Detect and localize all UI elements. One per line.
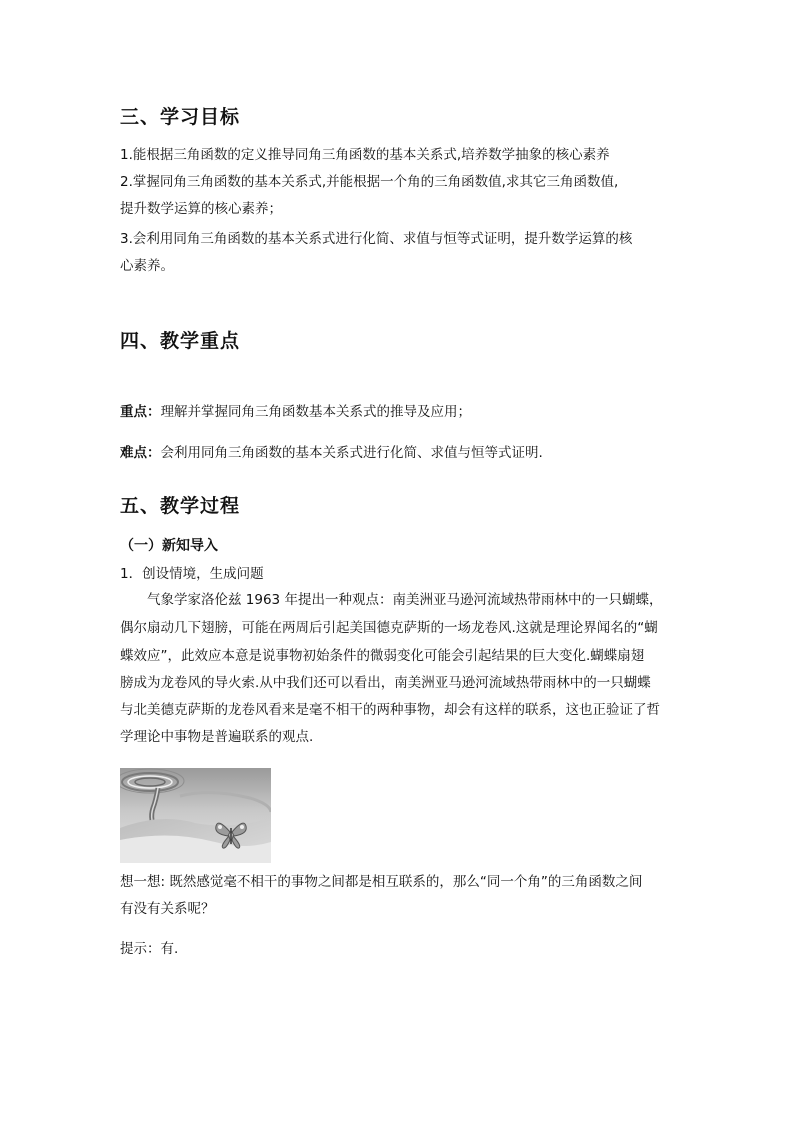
key-point-text: 理解并掌握同角三角函数基本关系式的推导及应用； — [160, 404, 471, 420]
paragraph-line-3: 蝶效应”，此效应本意是说事物初始条件的微弱变化可能会引起结果的巨大变化.蝴蝶扇翅 — [120, 648, 645, 664]
difficult-point — [120, 443, 680, 463]
objective-line-5: 心素养。 — [120, 258, 174, 274]
section-5-title: 五、教学过程 — [120, 495, 241, 517]
butterfly-tornado-illustration — [120, 768, 271, 863]
section-4-title: 四、教学重点 — [120, 330, 241, 352]
paragraph-line-5: 与北美德克萨斯的龙卷风看来是毫不相干的两种事物，却会有这样的联系，这也正验证了哲 — [120, 702, 660, 718]
think-line-1: 想一想: 既然感觉毫不相干的事物之间都是相互联系的，那么“同一个角”的三角函数之间 — [120, 874, 643, 890]
objective-line-3: 提升数学运算的核心素养； — [120, 201, 282, 217]
think-line-2: 有没有关系呢？ — [120, 901, 215, 917]
subsection-title: （一）新知导入 — [120, 538, 218, 554]
objective-line-1: 1.能根据三角函数的定义推导同角三角函数的基本关系式,培养数学抽象的核心素养 — [120, 147, 610, 163]
paragraph-line-6: 学理论中事物是普遍联系的观点. — [120, 729, 314, 745]
paragraph-line-4: 膀成为龙卷风的导火索.从中我们还可以看出，南美洲亚马逊河流域热带雨林中的一只蝴蝶 — [120, 675, 651, 691]
key-point — [120, 402, 680, 422]
paragraph-line-1: 气象学家洛伦兹 1963 年提出一种观点：南美洲亚马逊河流域热带雨林中的一只蝴蝶， — [147, 592, 663, 608]
section-3-title: 三、学习目标 — [120, 106, 241, 128]
paragraph-line-2: 偶尔扇动几下翅膀，可能在两周后引起美国德克萨斯的一场龙卷风.这就是理论界闻名的“蝴 — [120, 620, 658, 636]
objective-line-4: 3.会利用同角三角函数的基本关系式进行化简、求值与恒等式证明，提升数学运算的核 — [120, 231, 633, 247]
key-point-label: 重点： — [120, 404, 161, 420]
objective-line-2: 2.掌握同角三角函数的基本关系式,并能根据一个角的三角函数值,求其它三角函数值, — [120, 174, 619, 190]
difficult-point-text: 会利用同角三角函数的基本关系式进行化简、求值与恒等式证明. — [160, 445, 543, 461]
hint-text: 提示：有. — [120, 941, 179, 957]
item-1-heading: 1．创设情境，生成问题 — [120, 566, 264, 582]
difficult-point-label: 难点： — [120, 445, 161, 461]
